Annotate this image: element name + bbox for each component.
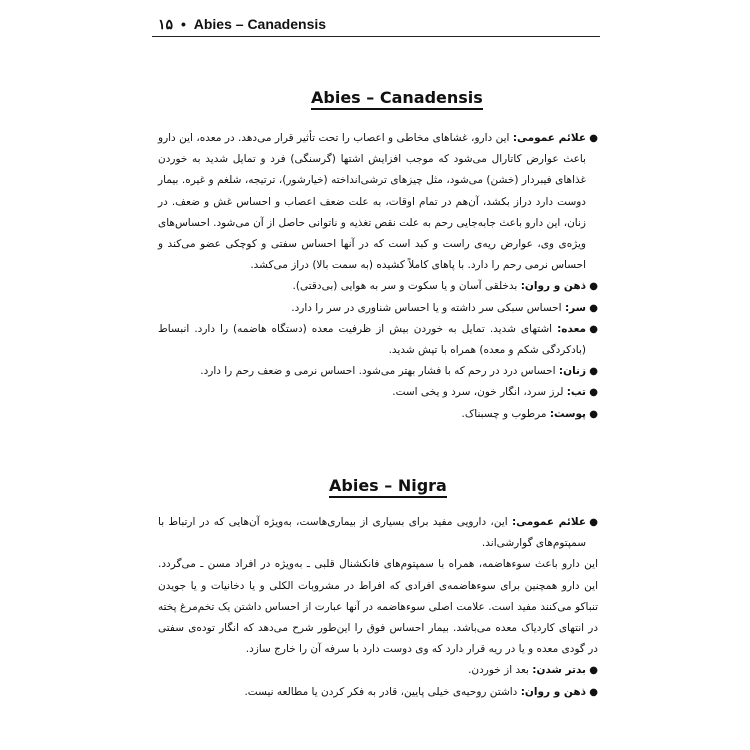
item-text: این دارو، غشاهای مخاطی و اعصاب را تحت تأثیر قرار می‌دهد. در معده، این دارو باعث عوارض کاتارال می‌شود که موجب افزایش اشتها (گرسنگی) فرد و تمایل شدید به خوردن غذاهای فیبردار (خشن) می‌شود، مثل چیزهای ترشی‌انداخته (خیارشور)، ترتیجه، شلغم و غیره. بیمار دوست دارد دراز بکشد، آن‌هم در تمام اوقات، به علت ضعف اعصاب و احساس غش و ضعف. در زنان، این دارو باعث جابه‌جایی رحم به علت نقص تغذیه و ناتوانی حاصل از آن می‌شود. احساس‌های ویژه‌ی وی، عوارض ریه‌ی راست و کبد است که در آنها احساس سفتی و کوچکی عضو می‌کند و احساس نرمی رحم را دارد. با پاهای کاملاً کشیده (به سمت بالا) دراز می‌کشد. <box>158 132 586 272</box>
page-number: ١۵ <box>158 16 174 32</box>
list-item <box>158 128 598 276</box>
item-label: سر: <box>564 301 586 314</box>
bullet-icon: ● <box>589 323 598 335</box>
bullet-icon: ● <box>589 686 598 698</box>
item-label: زنان: <box>558 365 586 378</box>
page-header <box>158 16 326 33</box>
bullet-icon: ● <box>589 387 598 399</box>
item-label: پوست: <box>549 407 586 420</box>
item-label: تب: <box>566 386 586 399</box>
running-title: Abies – Canadensis <box>193 16 327 32</box>
bullet-icon: ● <box>589 133 598 144</box>
item-text: مرطوب و چسبناک. <box>461 407 550 420</box>
bullet-icon: ● <box>589 302 598 314</box>
section-title-abies-canadensis: Abies – Canadensis <box>311 88 483 110</box>
item-label: علائم عمومی: <box>511 516 586 528</box>
bullet-icon: ● <box>589 517 598 528</box>
bullet-icon: ● <box>589 366 598 378</box>
paragraph: این دارو باعث سوءهاضمه، همراه با سمپتوم‌های فانکشنال قلبی ـ به‌ویژه در افراد مسن ـ می‌گردد. این دارو همچنین برای سوءهاضمه‌ی افرادی که افراط در مشروبات الکلی و یا دخانیات و یا جویدن تنباکو می‌کنند مفید است. علامت اصلی سوءهاضمه در آنها عبارت از احساس داشتن یک تخم‌مرغ پخته در انتهای کاردیاک معده می‌باشد. بیمار احساس فوق را این‌طور شرح می‌دهد که انگار توده‌ی سفتی در گودی معده و یا در ریه قرار دارد که وی دوست دارد با سرفه آن را خارج سازد. <box>158 558 598 656</box>
item-text: لرز سرد، انگار خون، سرد و یخی است. <box>392 386 567 399</box>
list-item <box>158 512 598 554</box>
bullet-icon: ● <box>589 281 598 293</box>
section-title-abies-nigra: Abies – Nigra <box>329 476 447 498</box>
list-item <box>158 382 598 403</box>
list-item <box>158 682 598 703</box>
item-text: احساس درد در رحم که با فشار بهتر می‌شود. احساس نرمی و ضعف رحم را دارد. <box>200 365 559 378</box>
list-item <box>158 276 598 297</box>
list-item <box>158 298 598 319</box>
list-item <box>158 660 598 681</box>
list-item <box>158 361 598 382</box>
item-label: ذهن و روان: <box>520 280 586 293</box>
section-body-abies-canadensis <box>158 128 598 425</box>
header-divider <box>152 36 600 37</box>
item-text: بدخلقی آسان و یا سکوت و سر به هوایی (بی‌دقتی). <box>292 280 521 293</box>
list-item <box>158 404 598 425</box>
bullet-icon: ● <box>589 408 598 420</box>
item-text: داشتن روحیه‌ی خیلی پایین، قادر به فکر کردن یا مطالعه نیست. <box>244 685 521 698</box>
item-label: علائم عمومی: <box>512 132 586 144</box>
bullet-icon: ● <box>589 665 598 677</box>
header-bullet: • <box>180 16 186 32</box>
item-label: بدتر شدن: <box>532 664 586 677</box>
section-body-abies-nigra <box>158 512 598 703</box>
item-text: این، دارویی مفید برای بسیاری از بیماری‌هاست، به‌ویژه آن‌هایی که در ارتباط با سمپتوم‌های گوارشی‌اند. <box>158 516 586 550</box>
item-text: بعد از خوردن. <box>468 664 533 677</box>
item-label: ذهن و روان: <box>520 685 586 698</box>
item-text: احساس سبکی سر داشته و یا احساس شناوری در سر را دارد. <box>291 301 565 314</box>
item-text: اشتهای شدید. تمایل به خوردن بیش از ظرفیت معده (دستگاه هاضمه) را دارد. انبساط (بادکردگی شکم و معده) همراه با تپش شدید. <box>158 322 586 357</box>
item-label: معده: <box>557 322 586 335</box>
list-item <box>158 319 598 361</box>
